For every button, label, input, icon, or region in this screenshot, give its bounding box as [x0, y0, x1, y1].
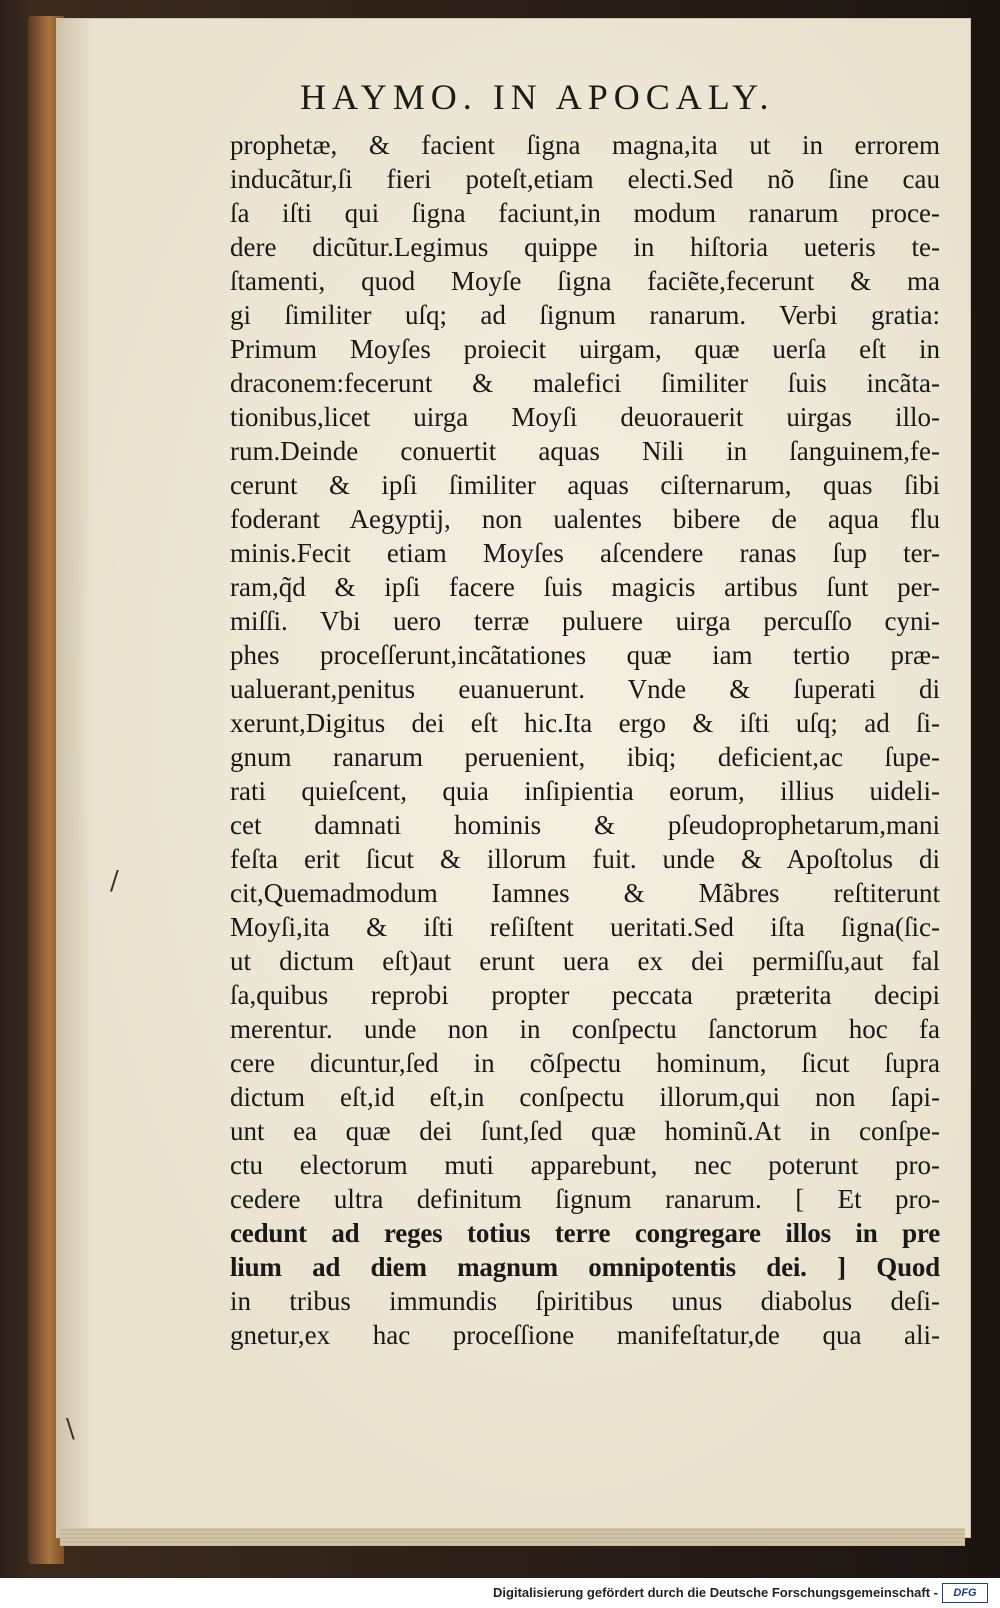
text-line: cerunt & ipſi ſimiliter aquas ciſternarum, quas ſibi — [230, 470, 940, 500]
text-line: ctu electorum muti apparebunt, nec poterunt pro- — [230, 1150, 940, 1180]
text-line: foderant Aegyptij, non ualentes bibere de aqua flu — [230, 504, 940, 534]
text-line: tionibus,licet uirga Moyſi deuorauerit uirgas illo- — [230, 402, 940, 432]
text-line: ut dictum eſt)aut erunt uera ex dei permiſſu,aut fal — [230, 946, 940, 976]
text-line: miſſi. Vbi uero terræ puluere uirga percuſſo cyni- — [230, 606, 940, 636]
margin-stroke-mark: \ — [66, 1414, 75, 1444]
text-line: cedere ultra definitum ſignum ranarum. [ Et pro- — [230, 1184, 940, 1214]
text-line: gnum ranarum peruenient, ibiq; deficient,ac ſupe- — [230, 742, 940, 772]
text-line-scripture: cedunt ad reges totius terre congregare illos in pre — [230, 1218, 940, 1248]
text-line: Moyſi,ita & iſti reſiſtent ueritati.Sed iſta ſigna(ſic- — [230, 912, 940, 942]
text-line: ualuerant,penitus euanuerunt. Vnde & ſuperati di — [230, 674, 940, 704]
text-line: dictum eſt,id eſt,in conſpectu illorum,qui non ſapi- — [230, 1082, 940, 1112]
dfg-logo: DFG — [942, 1583, 988, 1603]
text-line: cet damnati hominis & pſeudoprophetarum,mani — [230, 810, 940, 840]
text-line: phes proceſſerunt,incãtationes quæ iam tertio præ- — [230, 640, 940, 670]
text-line: gi ſimiliter uſq; ad ſignum ranarum. Verbi gratia: — [230, 300, 940, 330]
text-line: rati quieſcent, quia inſipientia eorum, illius uideli- — [230, 776, 940, 806]
text-line-scripture: lium ad diem magnum omnipotentis dei. ] Quod — [230, 1252, 940, 1282]
text-line: cere dicuntur,ſed in cõſpectu hominum, ſicut ſupra — [230, 1048, 940, 1078]
text-line: merentur. unde non in conſpectu ſanctorum hoc fa — [230, 1014, 940, 1044]
text-line: ram,q̃d & ipſi facere ſuis magicis artibus ſunt per- — [230, 572, 940, 602]
text-line: inducãtur,ſi fieri poteſt,etiam electi.Sed nõ ſine cau — [230, 164, 940, 194]
text-line: rum.Deinde conuertit aquas Nili in ſanguinem,fe- — [230, 436, 940, 466]
text-line: dere dicũtur.Legimus quippe in hiſtoria ueteris te- — [230, 232, 940, 262]
digitization-credit: Digitalisierung gefördert durch die Deutsche Forschungsgemeinschaft - — [493, 1585, 938, 1600]
text-line: ſa iſti qui ſigna faciunt,in modum ranarum proce- — [230, 198, 940, 228]
page-stack-edge — [60, 1528, 965, 1546]
running-head: HAYMO. IN APOCALY. — [300, 77, 775, 117]
margin-stroke-mark: / — [110, 866, 119, 896]
text-line: feſta erit ſicut & illorum fuit. unde & Apoſtolus di — [230, 844, 940, 874]
text-line: xerunt,Digitus dei eſt hic.Ita ergo & iſti uſq; ad ſi- — [230, 708, 940, 738]
body-text — [230, 128, 940, 1352]
text-line: ſa,quibus reprobi propter peccata præterita decipi — [230, 980, 940, 1010]
text-line: minis.Fecit etiam Moyſes aſcendere ranas ſup ter- — [230, 538, 940, 568]
text-line: ſtamenti, quod Moyſe ſigna faciẽte,fecerunt & ma — [230, 266, 940, 296]
text-line: in tribus immundis ſpiritibus unus diabolus deſi- — [230, 1286, 940, 1316]
text-line: prophetæ, & facient ſigna magna,ita ut in errorem — [230, 130, 940, 160]
text-line: cit,Quemadmodum Iamnes & Mãbres reſtiterunt — [230, 878, 940, 908]
text-line: gnetur,ex hac proceſſione manifeſtatur,de qua ali- — [230, 1320, 940, 1350]
text-line: Primum Moyſes proiecit uirgam, quæ uerſa eſt in — [230, 334, 940, 364]
text-line: unt ea quæ dei ſunt,ſed quæ hominũ.At in conſpe- — [230, 1116, 940, 1146]
text-line: draconem:fecerunt & malefici ſimiliter ſuis incãta- — [230, 368, 940, 398]
